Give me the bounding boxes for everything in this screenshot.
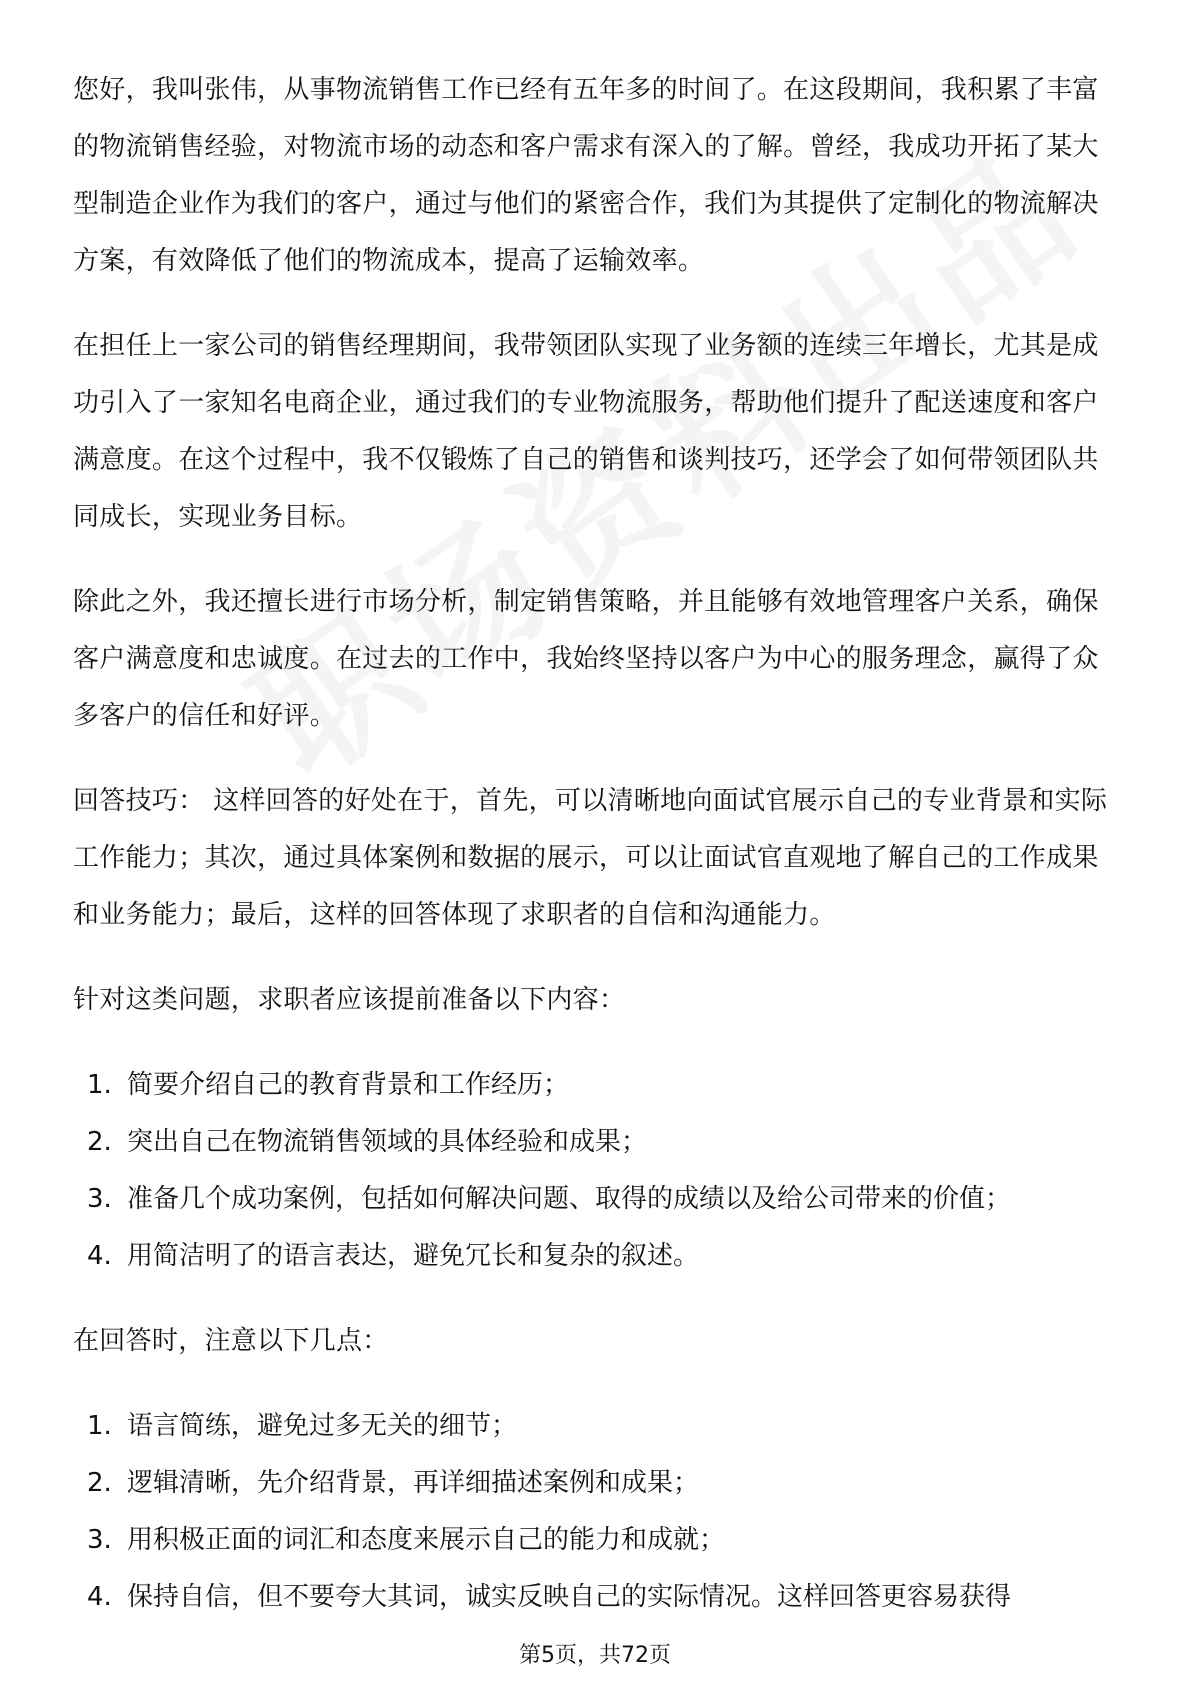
list-item (73, 1057, 1123, 1114)
list-text: 突出自己在物流销售领域的具体经验和成果； (127, 1127, 648, 1157)
list-item (73, 1171, 1123, 1228)
paragraph-answer-tips: 回答技巧： 这样回答的好处在于，首先，可以清晰地向面试官展示自己的专业背景和实际工作能力；其次，通过具体案例和数据的展示，可以让面试官直观地了解自己的工作成果和业务能力；最后，这样的回答体现了求职者的自信和沟通能力。 (73, 786, 1108, 930)
prep-intro: 针对这类问题，求职者应该提前准备以下内容： (73, 985, 626, 1015)
paragraph-skills: 除此之外，我还擅长进行市场分析，制定销售策略，并且能够有效地管理客户关系，确保客户满意度和忠诚度。在过去的工作中，我始终坚持以客户为中心的服务理念，赢得了众多客户的信任和好评。 (73, 587, 1099, 731)
list-number: 3. (87, 1525, 112, 1555)
page-footer: 第5页，共72页 (519, 1643, 671, 1668)
list-text: 语言简练，避免过多无关的细节； (127, 1411, 518, 1441)
list-text: 保持自信，但不要夸大其词，诚实反映自己的实际情况。这样回答更容易获得 (127, 1582, 1012, 1612)
list-text: 简要介绍自己的教育背景和工作经历； (127, 1070, 570, 1100)
notes-list (73, 1398, 1123, 1626)
list-item (73, 1398, 1123, 1455)
list-text: 用积极正面的词汇和态度来展示自己的能力和成就； (127, 1525, 726, 1555)
list-number: 4. (87, 1241, 112, 1271)
notes-intro: 在回答时，注意以下几点： (73, 1326, 389, 1356)
list-number: 2. (87, 1468, 112, 1498)
list-item (73, 1228, 1123, 1285)
paragraph-experience: 在担任上一家公司的销售经理期间，我带领团队实现了业务额的连续三年增长，尤其是成功引入了一家知名电商企业，通过我们的专业物流服务，帮助他们提升了配送速度和客户满意度。在这个过程中，我不仅锻炼了自己的销售和谈判技巧，还学会了如何带领团队共同成长，实现业务目标。 (73, 331, 1099, 532)
list-text: 用简洁明了的语言表达，避免冗长和复杂的叙述。 (127, 1241, 700, 1271)
list-item (73, 1455, 1123, 1512)
list-item (73, 1114, 1123, 1171)
list-number: 4. (87, 1582, 112, 1612)
paragraph-intro: 您好，我叫张伟，从事物流销售工作已经有五年多的时间了。在这段期间，我积累了丰富的物流销售经验，对物流市场的动态和客户需求有深入的了解。曾经，我成功开拓了某大型制造企业作为我们的客户，通过与他们的紧密合作，我们为其提供了定制化的物流解决方案，有效降低了他们的物流成本，提高了运输效率。 (73, 75, 1099, 276)
list-item (73, 1569, 1123, 1626)
list-number: 3. (87, 1184, 112, 1214)
list-text: 准备几个成功案例，包括如何解决问题、取得的成绩以及给公司带来的价值； (127, 1184, 1012, 1214)
page-content (73, 62, 1123, 1654)
list-number: 2. (87, 1127, 112, 1157)
list-item (73, 1512, 1123, 1569)
list-number: 1. (87, 1411, 112, 1441)
list-text: 逻辑清晰，先介绍背景，再详细描述案例和成果； (127, 1468, 700, 1498)
prep-list (73, 1057, 1123, 1285)
list-number: 1. (87, 1070, 112, 1100)
